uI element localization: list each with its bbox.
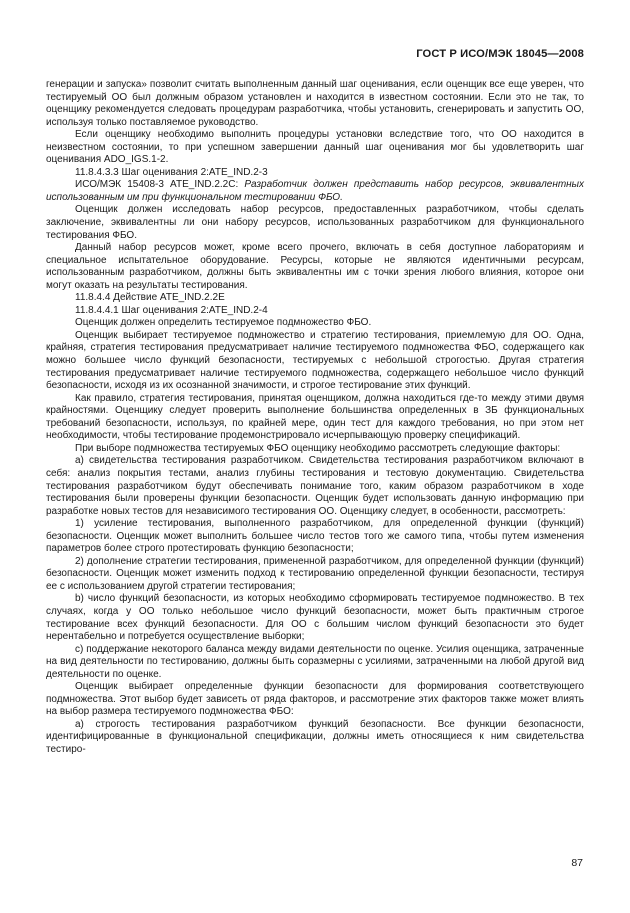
body-text [46,79,584,757]
paragraph: Оценщик выбирает тестируемое подмножество и стратегию тестирования, приемлемую для ОО. Одна, крайняя, стратегия тестирования предусматривает наличие тестируемого подмножества ФБО, содержащего как можно большее число функций безопасности, тестируемых с небольшой строгостью. Другая стратегия тестирования предусматривает наличие тестируемого подмножества, содержащего небольшое число функций безопасности, исходя из их осознанной значимости, и строгое тестирование этих функций. [46,329,584,392]
paragraph: Оценщик выбирает определенные функции безопасности для формирования соответствующего подмножества. Этот выбор будет зависеть от ряда факторов, и рассмотрение этих факторов также может влиять на выбор размера тестируемого подмножества ФБО: [46,681,584,718]
requirement-italic-text: Разработчик должен представить набор ресурсов, эквивалентных использованным им при функциональном тестировании ФБО. [46,179,585,203]
list-item: а) свидетельства тестирования разработчиком. Свидетельства тестирования разработчиком включают в себя: анализ покрытия тестами, анализ глубины тестирования и тестовую документацию. Свидетельства тестирования разработчиком будут обеспечивать понимание того, каким образом разработчиком в ходе тестирования были проверены функции безопасности. Оценщик будет использовать данную информацию при разработке новых тестов для независимого тестирования ОО. Оценщику следует, в особенности, рассмотреть: [46,455,584,517]
requirement-reference: ИСО/МЭК 15408-3 ATE_IND.2.2C: [75,179,245,191]
paragraph: Если оценщику необходимо выполнить процедуры установки вследствие того, что ОО находится в неизвестном состоянии, то при успешном завершении данный шаг оценивания мог бы удовлетворить шаг оценивания ADO_IGS.1-2. [46,129,584,166]
section-heading: 11.8.4.3.3 Шаг оценивания 2:ATE_IND.2-3 [75,166,268,178]
page-number: 87 [571,857,583,869]
list-item: b) число функций безопасности, из которых необходимо сформировать тестируемое подмножество. В тех случаях, когда у ОО только небольшое число функций безопасности, может быть практичным строгое тестирование всех функций безопасности. Для ОО с большим числом функций безопасности это будет нерентабельно и потребуется осуществление выборки; [46,593,584,643]
paragraph: генерации и запуска» позволит считать выполненным данный шаг оценивания, если оценщик все еще уверен, что тестируемый ОО был должным образом установлен и находится в известном состоянии. Если это не так, то оценщику рекомендуется следовать процедурам разработчика, чтобы установить, сгенерировать и запустить ОО, используя только поставляемое руководство. [46,79,584,128]
paragraph: При выборе подмножества тестируемых ФБО оценщику необходимо рассмотреть следующие факторы: [75,442,561,454]
paragraph: Оценщик должен исследовать набор ресурсов, предоставленных разработчиком, чтобы сделать заключение, эквивалентны ли они набору ресурсов, использованных разработчиком для функционального тестирования ФБО. [46,204,584,241]
paragraph: Данный набор ресурсов может, кроме всего прочего, включать в себя доступное лабораториям и специальное испытательное оборудование. Ресурсы, которые не являются идентичными ресурсам, использованным разработчиком, должны быть эквивалентны им с точки зрения любого влияния, которое они могут оказать на результаты тестирования. [46,242,584,291]
paragraph: Оценщик должен определить тестируемое подмножество ФБО. [75,317,372,329]
section-heading: 11.8.4.4 Действие ATE_IND.2.2E [75,292,225,304]
requirement-paragraph [46,179,584,204]
standard-header: ГОСТ Р ИСО/МЭК 18045—2008 [416,48,584,60]
list-item: 2) дополнение стратегии тестирования, примененной разработчиком, для определенной функции (функций) безопасности. Оценщик может изменить подход к тестированию определенной функции безопасности, тестируя ее с использованием другой стратегии тестирования; [46,555,584,592]
section-heading: 11.8.4.4.1 Шаг оценивания 2:ATE_IND.2-4 [75,304,268,316]
list-item: 1) усиление тестирования, выполненного разработчиком, для определенной функции (функций) безопасности. Оценщик может выполнить большее число тестов того же самого типа, чтобы путем изменения параметров более строго протестировать функцию безопасности; [46,518,584,555]
list-item: c) поддержание некоторого баланса между видами деятельности по оценке. Усилия оценщика, затраченные на вид деятельности по тестированию, должны быть соразмерны с усилиями, затраченными на любой другой вид деятельности по оценке. [46,643,584,680]
paragraph: Как правило, стратегия тестирования, принятая оценщиком, должна находиться где-то между этими двумя крайностями. Оценщику следует проверить выполнение большинства определенных в ЗБ функциональных требований безопасности, используя, по крайней мере, один тест для каждого требования, но при этом нет необходимости, чтобы тестирование продемонстрировало исчерпывающую проверку спецификаций. [46,392,584,442]
list-item: а) строгость тестирования разработчиком функций безопасности. Все функции безопасности, идентифицированные в функциональной спецификации, должны иметь относящиеся к ним свидетельства тестиро- [46,718,584,755]
